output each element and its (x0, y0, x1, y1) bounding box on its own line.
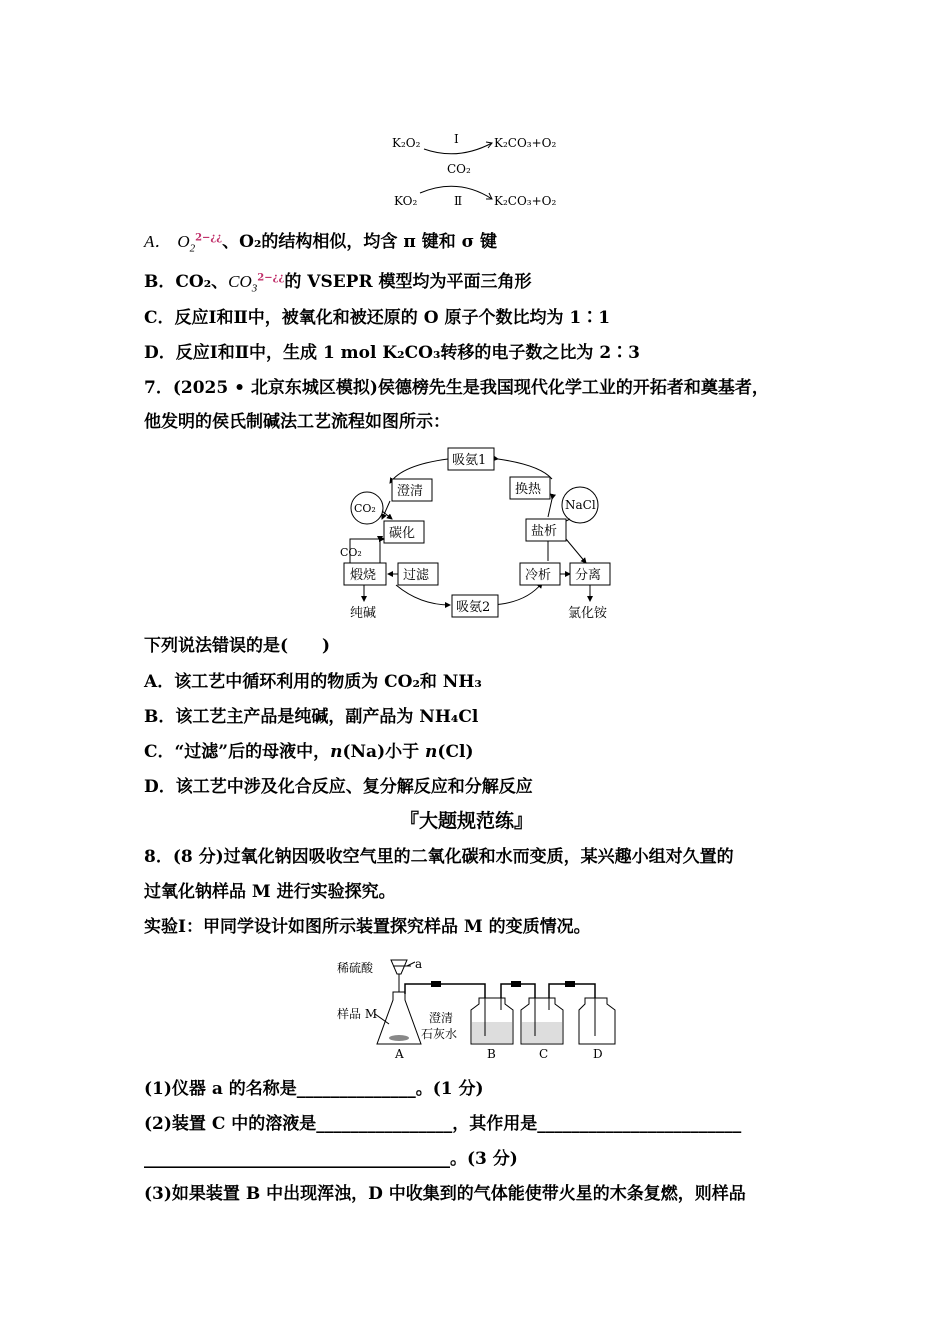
label-lime1: 澄清 (429, 1011, 454, 1025)
q7-option-a: A．该工艺中循环利用的物质为 CO₂和 NH₃ (144, 672, 482, 692)
label-D: D (593, 1047, 603, 1061)
q8-part2: (2)装置 C 中的溶液是________________，其作用是________________________ (144, 1114, 742, 1134)
text-nacl-circle: NaCl (565, 498, 596, 512)
q8-part3: (3)如果装置 B 中出现浑浊，D 中收集到的气体能使带火星的木条复燃，则样品 (144, 1184, 746, 1204)
q6-a-text: 、O₂的结构相似，均含 π 键和 σ 键 (222, 232, 498, 252)
right-top-formula: K₂CO₃+O₂ (494, 136, 557, 150)
q7-option-d: D．该工艺中涉及化合反应、复分解反应和分解反应 (144, 777, 533, 797)
q7-c-var1: n (330, 742, 343, 762)
q7-stem-line2: 他发明的侯氏制碱法工艺流程如图所示： (144, 412, 450, 432)
q6-b-formula: $CO_3$ (228, 272, 258, 295)
text-carbonize: 碳化 (389, 526, 416, 541)
q7-question: 下列说法错误的是( ) (144, 636, 331, 656)
text-co2-circle: CO₂ (354, 502, 376, 515)
text-calcine: 煅烧 (350, 568, 377, 583)
q6-b-sup: 2−¿¿ (257, 272, 285, 284)
q7-option-b: B．该工艺主产品是纯碱，副产品为 NH₄Cl (144, 707, 479, 727)
q8-part1: (1)仪器 a 的名称是______________。(1 分) (144, 1079, 484, 1099)
q6-option-c: C．反应Ⅰ和Ⅱ中，被氧化和被还原的 O 原子个数比均为 1∶1 (144, 308, 611, 328)
q6-a-sup: 2−¿¿ (195, 232, 223, 244)
text-nh4cl: 氯化铵 (568, 606, 608, 621)
q7-c-pre: C．“过滤”后的母液中， (144, 742, 331, 762)
label-a: a (415, 957, 423, 971)
q6-a-formula: $O_2$ (177, 232, 196, 255)
text-filter: 过滤 (403, 568, 430, 583)
label-B: B (487, 1047, 496, 1061)
q6-option-a (144, 230, 497, 254)
q8-exp1: 实验Ⅰ：甲同学设计如图所示装置探究样品 M 的变质情况。 (144, 917, 591, 937)
left-bottom-formula: KO₂ (394, 194, 418, 208)
q7-stem-line1: 7．(2025 • 北京东城区模拟)侯德榜先生是我国现代化学工业的开拓者和奠基者， (144, 378, 769, 398)
q6-b-prefix: B．CO₂、 (144, 272, 229, 292)
label-top: Ⅰ (454, 132, 459, 146)
q8-stem-line1: 8．(8 分)过氧化钠因吸收空气里的二氧化碳和水而变质，某兴趣小组对久置的 (144, 847, 734, 867)
label-A: A (395, 1047, 404, 1061)
text-absorb2: 吸氨2 (456, 600, 491, 615)
text-separate: 分离 (575, 568, 602, 583)
text-salting: 盐析 (531, 524, 558, 539)
left-top-formula: K₂O₂ (392, 136, 421, 150)
q7-c-post: (Cl) (437, 742, 474, 762)
label-bottom: Ⅱ (454, 194, 463, 208)
label-sample: 样品 M (337, 1007, 378, 1021)
co2-middle: CO₂ (447, 162, 471, 176)
label-acid: 稀硫酸 (337, 961, 374, 975)
q6-a-prefix: A． (144, 232, 172, 251)
right-bottom-formula: K₂CO₃+O₂ (494, 194, 557, 208)
apparatus-diagram (335, 952, 625, 1064)
text-clarify: 澄清 (397, 484, 424, 499)
text-exchange: 换热 (515, 482, 542, 497)
text-co2-label: CO₂ (340, 546, 362, 559)
text-cool: 冷析 (525, 568, 552, 583)
text-absorb1: 吸氨1 (452, 453, 487, 468)
q8-stem-line2: 过氧化钠样品 M 进行实验探究。 (144, 882, 396, 902)
q7-option-c (144, 740, 473, 764)
flow-diagram (330, 443, 620, 628)
reaction-diagram (380, 125, 580, 215)
text-soda: 纯碱 (350, 606, 377, 621)
section-title: 『大题规范练』 (400, 810, 534, 832)
q6-b-text: 的 VSEPR 模型均为平面三角形 (284, 272, 532, 292)
label-lime2: 石灰水 (421, 1027, 458, 1041)
q6-option-d: D．反应Ⅰ和Ⅱ中，生成 1 mol K₂CO₃转移的电子数之比为 2∶3 (144, 343, 640, 363)
q8-part2-cont: ____________________________________。(3 分) (144, 1149, 518, 1169)
label-C: C (539, 1047, 549, 1061)
q7-c-var2: n (425, 742, 438, 762)
q7-c-mid: (Na)小于 (342, 742, 426, 762)
q6-option-b (144, 270, 532, 294)
